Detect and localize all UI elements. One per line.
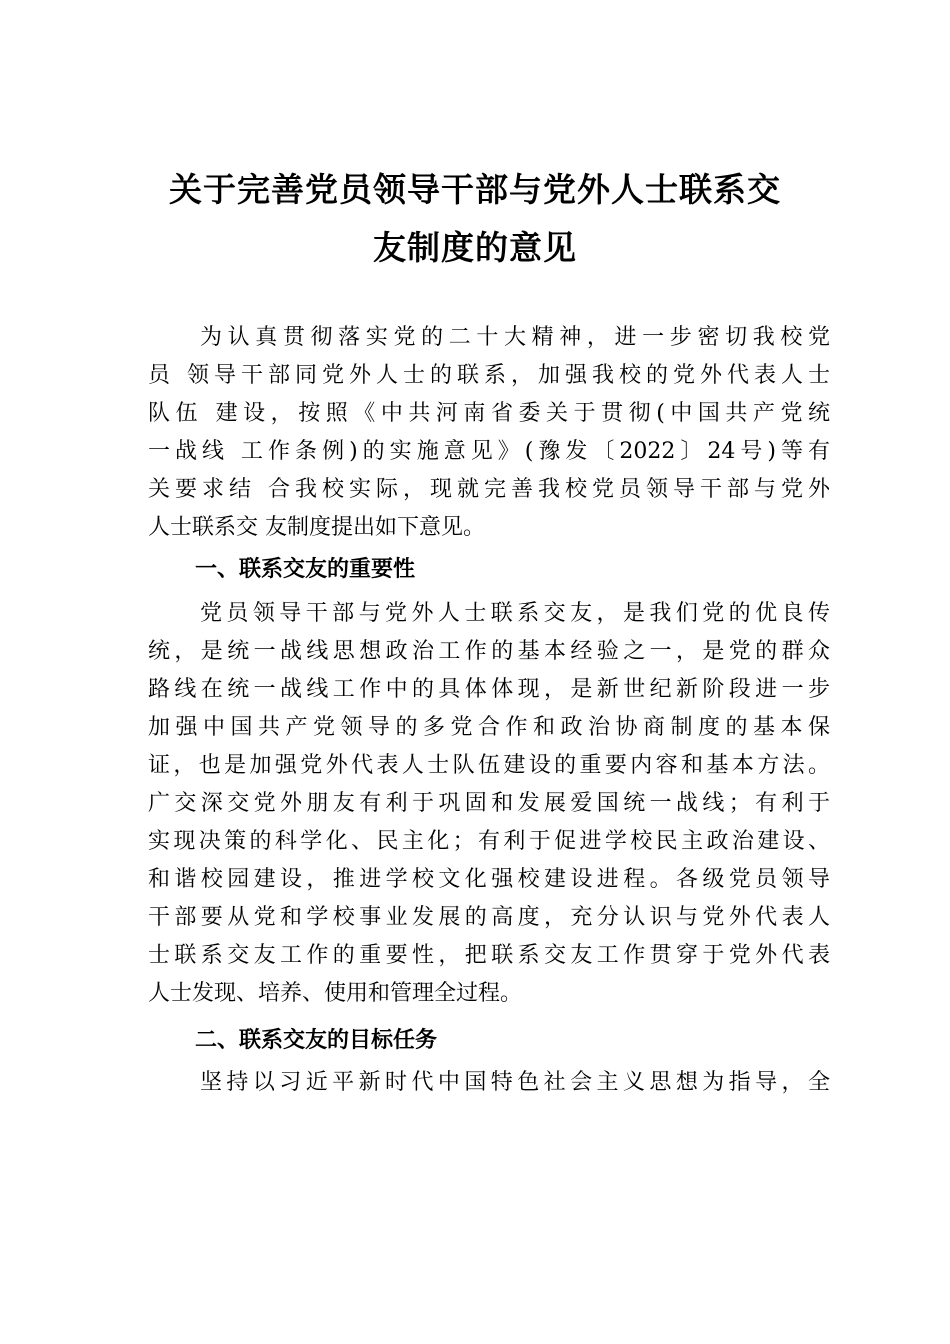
paragraph-line: 员 领导干部同党外人士的联系，加强我校的党外代表人士 [148, 363, 830, 388]
paragraph-line: 干部要从党和学校事业发展的高度，充分认识与党外代表人 [148, 905, 830, 930]
paragraph-line: 士联系交友工作的重要性，把联系交友工作贯穿于党外代表 [148, 943, 830, 968]
document-title-line-2: 友制度的意见 [373, 228, 577, 267]
paragraph-line: 统，是统一战线思想政治工作的基本经验之一，是党的群众 [148, 639, 830, 664]
paragraph-line: 和谐校园建设，推进学校文化强校建设进程。各级党员领导 [148, 867, 830, 892]
paragraph-line: 坚持以习近平新时代中国特色社会主义思想为指导，全 [200, 1070, 830, 1095]
section-heading-1: 一、联系交友的重要性 [195, 557, 416, 582]
paragraph-line: 实现决策的科学化、民主化；有利于促进学校民主政治建设、 [148, 829, 830, 854]
paragraph-line: 广交深交党外朋友有利于巩固和发展爱国统一战线；有利于 [148, 791, 830, 816]
paragraph-line: 队伍 建设，按照《中共河南省委关于贯彻(中国共产党统 [148, 401, 830, 426]
paragraph-line: 一战线 工作条例)的实施意见》(豫发〔2022〕24号)等有 [148, 439, 830, 464]
document-title-line-1: 关于完善党员领导干部与党外人士联系交 [169, 170, 781, 209]
paragraph-line: 人士发现、培养、使用和管理全过程。 [148, 981, 523, 1006]
paragraph-line: 关要求结 合我校实际，现就完善我校党员领导干部与党外 [148, 477, 830, 502]
paragraph-line: 党员领导干部与党外人士联系交友，是我们党的优良传 [200, 601, 830, 626]
paragraph-line: 路线在统一战线工作中的具体体现，是新世纪新阶段进一步 [148, 677, 830, 702]
paragraph-line: 人士联系交 友制度提出如下意见。 [148, 515, 485, 540]
section-heading-2: 二、联系交友的目标任务 [195, 1028, 438, 1053]
paragraph-line: 加强中国共产党领导的多党合作和政治协商制度的基本保 [148, 715, 830, 740]
paragraph-line: 为认真贯彻落实党的二十大精神，进一步密切我校党 [200, 325, 830, 350]
paragraph-line: 证，也是加强党外代表人士队伍建设的重要内容和基本方法。 [148, 753, 830, 778]
